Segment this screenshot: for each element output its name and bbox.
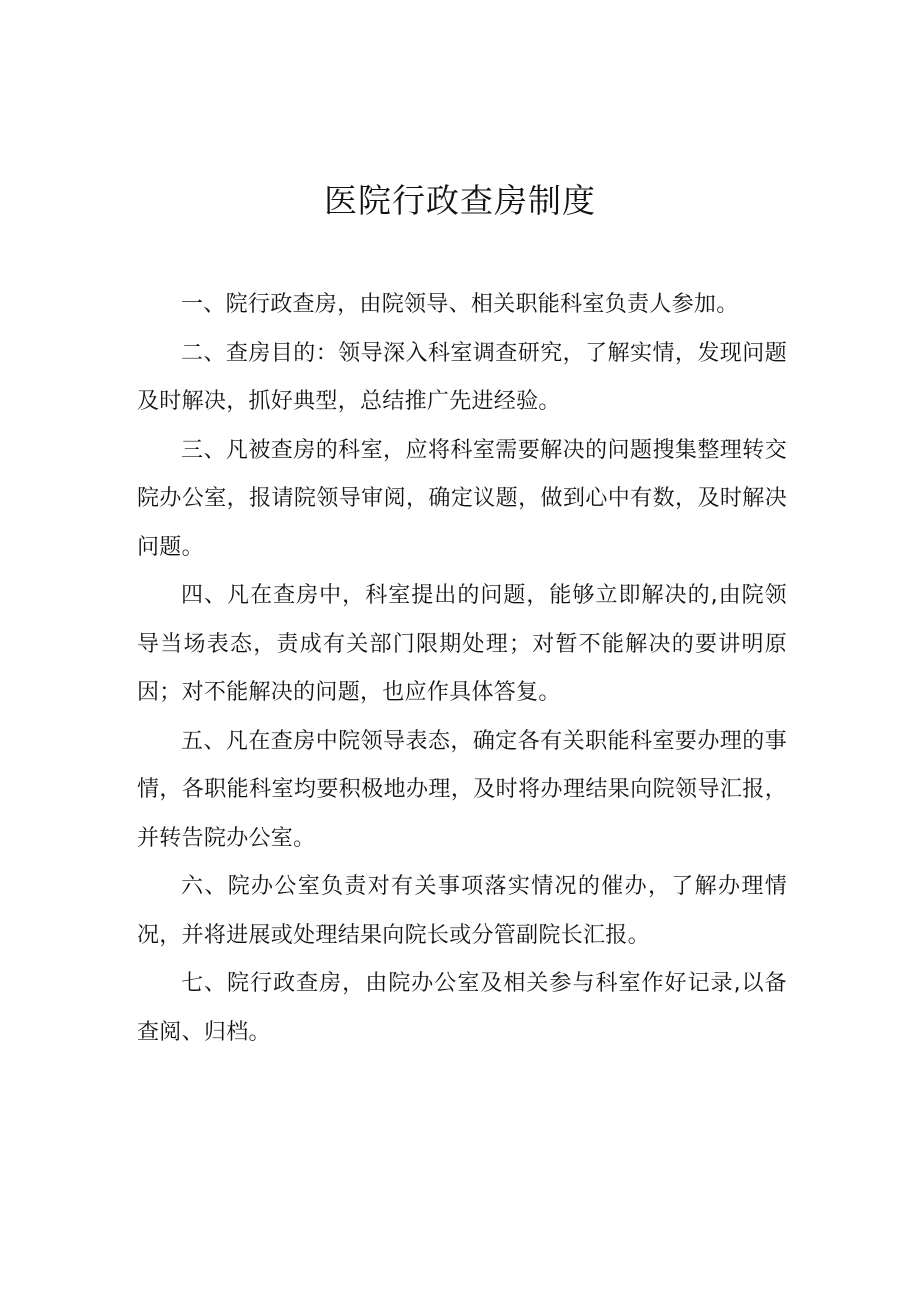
paragraph-7: 七、院行政查房，由院办公室及相关参与科室作好记录,以备查阅、归档。 <box>137 971 787 1045</box>
document-body <box>137 281 787 1057</box>
paragraph-2: 二、查房目的：领导深入科室调查研究，了解实情，发现问题及时解决，抓好典型，总结推广先进经验。 <box>137 340 787 414</box>
paragraph-1: 一、院行政查房，由院领导、相关职能科室负责人参加。 <box>181 292 739 317</box>
paragraph-3: 三、凡被查房的科室，应将科室需要解决的问题搜集整理转交院办公室，报请院领导审阅，确定议题，做到心中有数，及时解决问题。 <box>137 437 787 560</box>
document-title: 医院行政查房制度 <box>324 181 596 220</box>
paragraph-5: 五、凡在查房中院领导表态，确定各有关职能科室要办理的事情，各职能科室均要积极地办理，及时将办理结果向院领导汇报，并转告院办公室。 <box>137 728 787 851</box>
paragraph-4: 四、凡在查房中，科室提出的问题，能够立即解决的,由院领导当场表态，责成有关部门限期处理；对暂不能解决的要讲明原因；对不能解决的问题，也应作具体答复。 <box>137 583 787 705</box>
paragraph-6: 六、院办公室负责对有关事项落实情况的催办，了解办理情况，并将进展或处理结果向院长或分管副院长汇报。 <box>137 874 787 948</box>
